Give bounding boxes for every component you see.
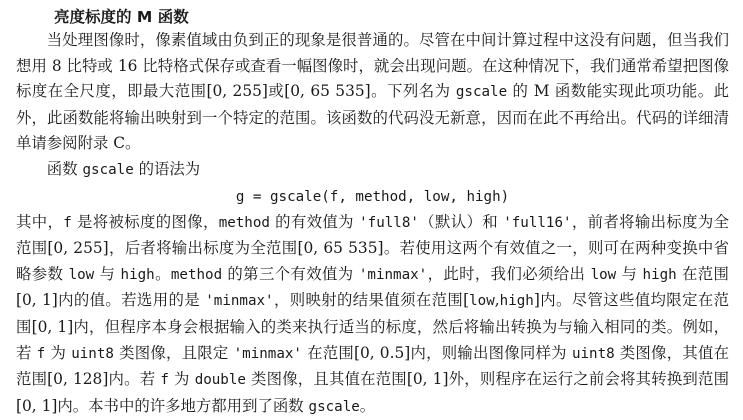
text-run: 其中， <box>16 212 64 231</box>
text-run: 当处理图像时，像素值域由负到正的现象是很普通的。尽管在中间计算过程中这没有问题，但当我们想用 8 比特或 16 比特格式保存或查看一幅图像时，就会出现问题。在这种情况下，我们通常希望把图像标度在全尺度，即最大范围[0, 255]或[0, 65 535]。下列名为 <box>16 31 729 101</box>
code-inline: 'full16' <box>503 214 572 231</box>
code-inline: f <box>160 372 169 389</box>
code-inline: f <box>63 214 72 231</box>
text-run: 。 <box>359 396 376 415</box>
text-run: 与 <box>616 264 643 283</box>
code-inline: gscale <box>308 398 360 415</box>
text-run: ，此时，我们必须给出 <box>427 264 591 283</box>
text-run: 类图像，且限定 <box>113 343 234 362</box>
text-run: 类图像，其值在范围[0, 128]内。若 <box>16 343 729 389</box>
text-run: 。 <box>154 264 171 283</box>
code-inline: low <box>68 266 95 283</box>
code-syntax-line: g = gscale(f, method, low, high) <box>235 188 510 205</box>
code-inline: high <box>120 266 155 283</box>
text-run: 的语法为 <box>133 159 201 178</box>
code-inline: 'minmax' <box>358 266 428 283</box>
code-inline: uint8 <box>571 345 615 362</box>
code-inline: f <box>36 345 46 362</box>
code-inline: double <box>194 372 246 389</box>
text-run: ，前者将输出标度为全范围[0, 255]，后者将输出标度为全范围[0, 65 535]。若使用这两个有效值之一，则可在两种变换中省略参数 <box>16 212 729 283</box>
text-run: ，则映射的结果值须在范围[ <box>273 291 470 310</box>
text-run: , <box>494 291 500 310</box>
text-run: 的有效值为 <box>269 212 360 231</box>
text-run: 的 M 函数能实现此项功能。此外，此函数能将输出映射到一个特定的范围。该函数的代码没无新意，因而在此不再给出。代码的详细清单请参阅附录 C。 <box>16 82 730 153</box>
text-run: ]内。尽管这些值均限定在范围[0, 1]内，但程序本身会根据输入的类来执行适当的标度，然后将输出转换为与输入相同的类。例如，若 <box>16 291 729 362</box>
code-inline: uint8 <box>71 345 114 362</box>
text-run: 为 <box>168 370 195 389</box>
code-inline: method <box>170 266 223 283</box>
code-inline: high <box>499 293 534 310</box>
text-run: 在范围[0, 1]内的值。若选用的是 <box>16 264 729 310</box>
text-run: 是将被标度的图像， <box>71 212 219 231</box>
text-run: 的第三个有效值为 <box>222 264 359 283</box>
code-inline: gscale <box>82 161 134 178</box>
code-inline: 'minmax' <box>205 293 274 310</box>
text-run: 在范围[0, 0.5]内，则输出图像同样为 <box>301 343 572 362</box>
code-inline: 'minmax' <box>233 345 302 362</box>
code-inline: method <box>218 214 270 231</box>
code-inline: 'full8' <box>359 214 419 231</box>
text-run: 与 <box>94 264 121 283</box>
section-heading: 亮度标度的 M 函数 <box>54 8 189 26</box>
code-inline: low <box>469 293 495 310</box>
text-run: 为 <box>45 343 72 362</box>
paragraph-intro <box>16 28 729 157</box>
code-inline: low <box>590 266 617 283</box>
text-run: 函数 <box>46 159 83 178</box>
code-inline: gscale <box>455 84 508 101</box>
paragraph-syntax-intro <box>16 157 729 184</box>
text-run: （默认）和 <box>418 212 504 231</box>
text-run: 类图像，且其值在范围[0, 1]外，则程序在运行之前会将其转换到范围[0, 1]内。本书中的许多地方都用到了函数 <box>16 370 729 415</box>
paragraph-parameters <box>16 210 729 420</box>
code-inline: high <box>642 266 677 283</box>
